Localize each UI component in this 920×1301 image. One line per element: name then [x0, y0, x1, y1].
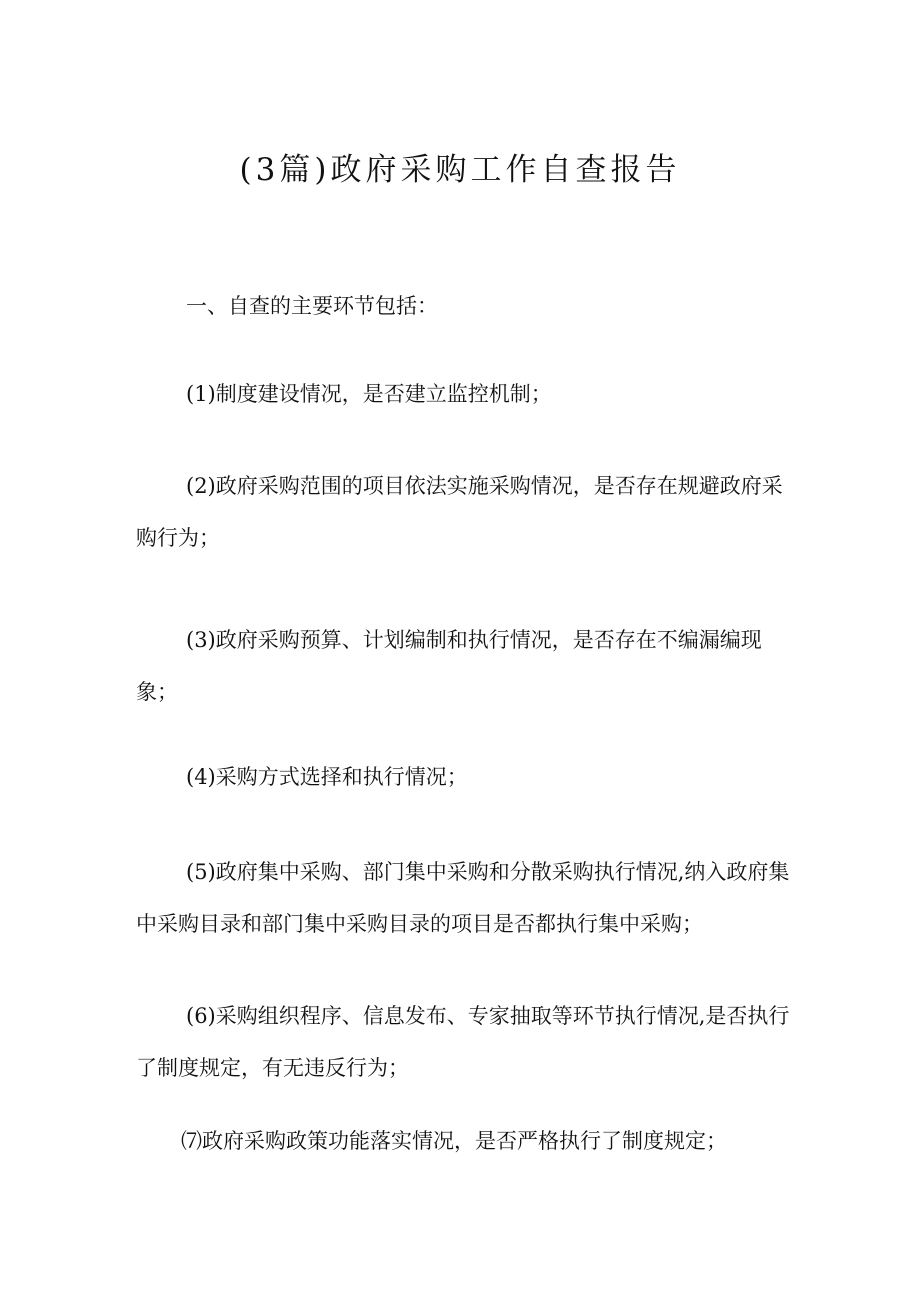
checklist-item-1: (1)制度建设情况，是否建立监控机制；	[186, 382, 552, 406]
page-title: (3篇)政府采购工作自查报告	[239, 152, 681, 188]
section-heading: 一、自查的主要环节包括：	[186, 294, 438, 318]
checklist-item-4: (4)采购方式选择和执行情况；	[186, 765, 468, 789]
checklist-item-6: (6)采购组织程序、信息发布、专家抽取等环节执行情况,是否执行了制度规定，有无违反行为；	[136, 1004, 790, 1080]
checklist-item-2: (2)政府采购范围的项目依法实施采购情况，是否存在规避政府采购行为；	[136, 474, 783, 550]
checklist-item-7: ⑺政府采购政策功能落实情况，是否严格执行了制度规定；	[181, 1129, 727, 1153]
checklist-item-5: (5)政府集中采购、部门集中采购和分散采购执行情况,纳入政府集中采购目录和部门集中采购目录的项目是否都执行集中采购；	[136, 860, 790, 936]
checklist-item-3: (3)政府采购预算、计划编制和执行情况，是否存在不编漏编现象；	[136, 628, 762, 704]
